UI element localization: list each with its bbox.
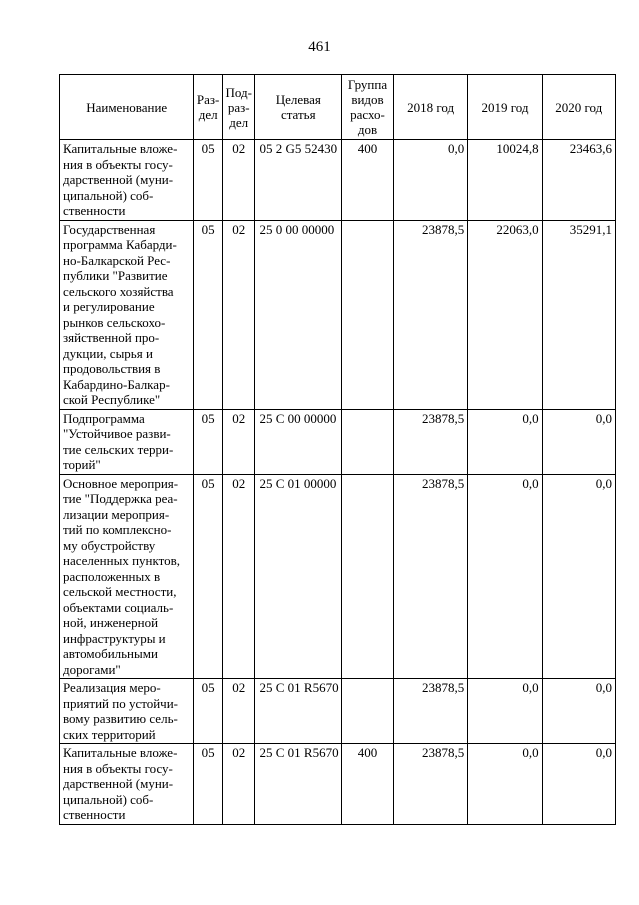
header-section-line: Раз- [196,92,220,107]
header-target-article-line: Целевая [275,92,321,107]
cell-target-article: 25 С 01 00000 [255,474,342,679]
cell-name-line: "Устойчивое разви- [63,426,171,441]
cell-name-line: и регулирование [63,299,155,314]
cell-expense-group [342,679,394,744]
cell-name [60,220,194,409]
table-row [60,474,616,679]
cell-name-line: сельской местности, [63,584,177,599]
cell-name-line: вому развитию сель- [63,711,178,726]
cell-target-article: 25 0 00 00000 [255,220,342,409]
cell-name-line: ских территорий [63,726,156,742]
table-row [60,744,616,825]
header-subsection-line: Под- [225,84,252,100]
cell-name-line: ной, инженерной [63,615,159,630]
header-expense-group-line: Группа [347,77,388,92]
header-expense-group [342,75,394,140]
cell-year-2019: 0,0 [468,409,542,474]
cell-name [60,744,194,825]
table-row [60,140,616,221]
cell-name-line: Кабардино-Балкар- [63,376,170,392]
table-row [60,220,616,409]
cell-name-line: ственности [63,203,126,218]
cell-subsection: 02 [222,474,255,679]
cell-section: 05 [194,474,223,679]
cell-name-line: дарственной (муни- [63,172,174,187]
cell-name [60,140,194,221]
cell-expense-group [342,409,394,474]
cell-name-line: дукции, сырья и [63,345,153,361]
cell-section: 05 [194,744,223,825]
cell-name-line: ственности [63,807,126,822]
cell-name [60,474,194,679]
page-number: 461 [308,39,331,55]
cell-name-line: му обустройству [63,537,156,553]
cell-name-line: зяйственной про- [63,330,160,345]
cell-name-line: Основное мероприя- [63,475,179,491]
header-subsection-line: дел [229,114,249,130]
cell-section: 05 [194,220,223,409]
cell-name-line: но-Балкарской Рес- [63,252,171,268]
cell-year-2019: 0,0 [468,474,542,679]
cell-name-line: населенных пунктов, [63,553,181,568]
cell-target-article: 25 С 01 R5670 [255,744,342,825]
header-expense-group-line: видов [351,92,384,107]
header-section-line: дел [198,107,218,122]
cell-name-line: Государственная [63,221,156,237]
cell-year-2018: 23878,5 [393,744,467,825]
cell-name-line: инфраструктуры и [63,630,166,646]
cell-name-line: лизации мероприя- [63,506,170,522]
cell-name-line: сельского хозяйства [63,283,174,299]
cell-expense-group [342,474,394,679]
header-year-2020: 2020 год [542,75,615,140]
cell-subsection: 02 [222,220,255,409]
cell-year-2020: 35291,1 [542,220,615,409]
cell-name-line: ской Республике" [63,392,161,407]
cell-expense-group [342,220,394,409]
cell-name-line: Капитальные вложе- [63,141,178,156]
cell-name-line: рынков сельскохо- [63,314,166,330]
cell-name-line: программа Кабарди- [63,237,177,252]
cell-name-line: приятий по устойчи- [63,695,179,711]
cell-year-2019: 10024,8 [468,140,542,221]
cell-target-article: 25 С 00 00000 [255,409,342,474]
header-target-article [255,75,342,140]
cell-name [60,409,194,474]
cell-name-line: расположенных в [63,568,161,584]
cell-section: 05 [194,679,223,744]
cell-section: 05 [194,409,223,474]
cell-year-2019: 0,0 [468,744,542,825]
header-year-2019: 2019 год [468,75,542,140]
cell-name-line: дорогами" [63,661,121,677]
cell-name [60,679,194,744]
cell-year-2018: 23878,5 [393,220,467,409]
cell-name-line: ния в объекты госу- [63,760,173,776]
header-year-2018: 2018 год [393,75,467,140]
table-row [60,679,616,744]
cell-target-article: 05 2 G5 52430 [255,140,342,221]
cell-subsection: 02 [222,409,255,474]
cell-name-line: автомобильными [63,646,158,661]
header-section [194,75,223,140]
cell-year-2018: 23878,5 [393,679,467,744]
cell-name-line: Подпрограмма [63,410,145,426]
cell-name-line: Капитальные вложе- [63,745,178,760]
cell-year-2020: 0,0 [542,409,615,474]
cell-name-line: ципальной) соб- [63,187,154,203]
table-body [60,140,616,825]
budget-table [59,74,616,825]
cell-year-2019: 0,0 [468,679,542,744]
cell-name-line: тие сельских терри- [63,441,174,457]
cell-name-line: ципальной) соб- [63,791,154,807]
header-expense-group-line: расхо- [350,107,385,122]
table-row [60,409,616,474]
cell-name-line: тий по комплексно- [63,522,172,537]
cell-subsection: 02 [222,679,255,744]
table-header-row [60,75,616,140]
cell-name-line: дарственной (муни- [63,776,174,791]
cell-year-2018: 0,0 [393,140,467,221]
cell-name-line: тие "Поддержка реа- [63,491,178,506]
header-target-article-line: статья [280,107,316,122]
header-subsection [222,75,255,140]
cell-year-2020: 0,0 [542,744,615,825]
cell-year-2018: 23878,5 [393,474,467,679]
cell-expense-group: 400 [342,140,394,221]
cell-subsection: 02 [222,140,255,221]
cell-section: 05 [194,140,223,221]
cell-name-line: ния в объекты госу- [63,156,173,172]
cell-name-line: объектами социаль- [63,599,174,615]
cell-name-line: Реализация меро- [63,680,161,695]
cell-name-line: публики "Развитие [63,268,168,283]
cell-target-article: 25 С 01 R5670 [255,679,342,744]
header-name: Наименование [60,75,194,140]
cell-subsection: 02 [222,744,255,825]
cell-year-2020: 23463,6 [542,140,615,221]
header-subsection-line: раз- [227,99,250,115]
cell-name-line: продовольствия в [63,361,161,376]
cell-expense-group: 400 [342,744,394,825]
cell-year-2018: 23878,5 [393,409,467,474]
cell-name-line: торий" [63,457,101,472]
cell-year-2019: 22063,0 [468,220,542,409]
cell-year-2020: 0,0 [542,679,615,744]
cell-year-2020: 0,0 [542,474,615,679]
header-expense-group-line: дов [357,122,378,137]
